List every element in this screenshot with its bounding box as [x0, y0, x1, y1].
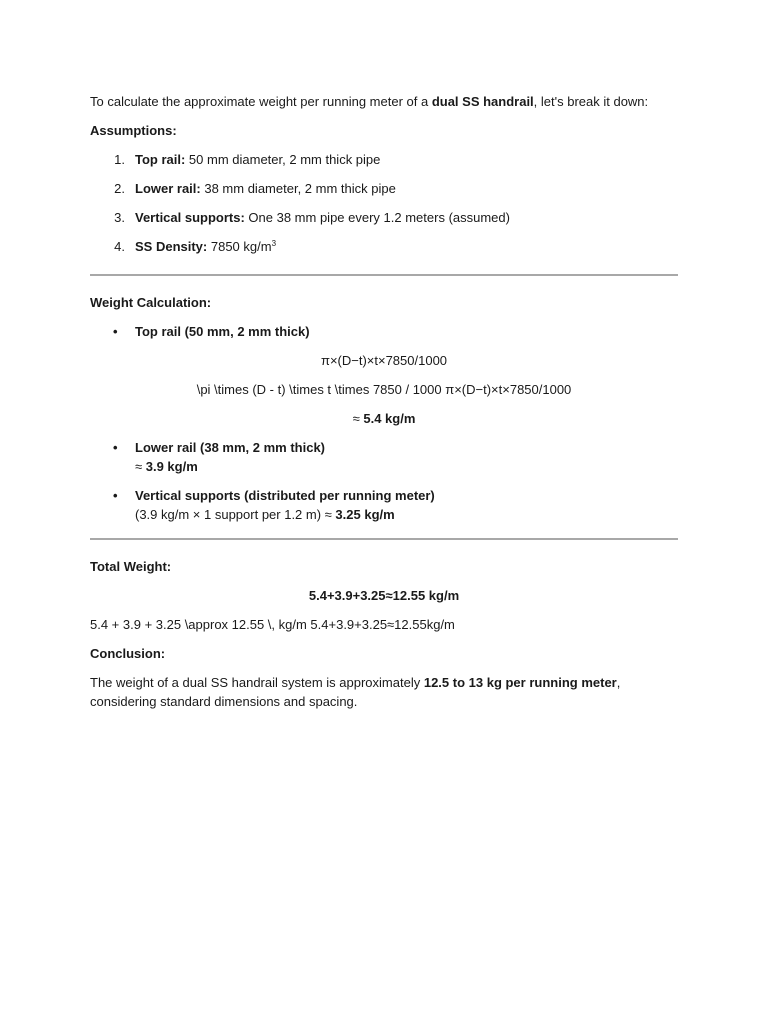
list-item: [90, 438, 678, 476]
lower-rail-label: Lower rail (38 mm, 2 mm thick): [135, 440, 326, 455]
list-item-text: One 38 mm pipe every 1.2 meters (assumed): [244, 210, 510, 225]
weight-calculation-heading: Weight Calculation:: [90, 295, 212, 310]
list-item: [90, 237, 678, 256]
top-rail-result-value: 5.4 kg/m: [363, 411, 416, 426]
list-item: [90, 486, 678, 524]
intro-paragraph: [90, 92, 678, 111]
conclusion-heading: Conclusion:: [90, 646, 166, 661]
list-item-text: 7850 kg/m: [207, 239, 272, 254]
calculation-list-continued: [90, 438, 678, 524]
bullet-icon: •: [113, 488, 118, 503]
list-number: 4.: [114, 239, 125, 254]
total-equation: [90, 586, 678, 605]
assumptions-heading: Assumptions:: [90, 123, 177, 138]
conclusion-text: The weight of a dual SS handrail system is approximately: [90, 675, 424, 690]
list-number: 2.: [114, 181, 125, 196]
total-equation-raw: 5.4 + 3.9 + 3.25 \approx 12.55 \, kg/m 5.4+3.9+3.25≈12.55kg/m: [90, 617, 455, 632]
intro-text: To calculate the approximate weight per running meter of a: [90, 94, 432, 109]
list-item-text: 38 mm diameter, 2 mm thick pipe: [200, 181, 396, 196]
lower-rail-result: 3.9 kg/m: [145, 459, 198, 474]
vertical-supports-detail: (3.9 kg/m × 1 support per 1.2 m) ≈: [135, 507, 336, 522]
divider: [90, 538, 678, 540]
vertical-supports-result: 3.25 kg/m: [335, 507, 395, 522]
divider: [90, 274, 678, 276]
list-item-label: Lower rail:: [135, 181, 201, 196]
list-item-label: Top rail:: [135, 152, 186, 167]
bullet-icon: •: [113, 324, 118, 339]
intro-bold: dual SS handrail: [431, 94, 534, 109]
list-item: [90, 208, 678, 227]
list-item: [90, 322, 678, 341]
list-item: [90, 150, 678, 169]
approx-sign: ≈: [135, 459, 146, 474]
list-item-label: SS Density:: [135, 239, 208, 254]
total-weight-heading: Total Weight:: [90, 559, 172, 574]
list-item-text: 50 mm diameter, 2 mm thick pipe: [185, 152, 381, 167]
total-equation-value: 5.4+3.9+3.25≈12.55 kg/m: [308, 588, 460, 603]
vertical-supports-label: Vertical supports (distributed per running meter): [135, 488, 435, 503]
top-rail-formula: π×(D−t)×t×7850/1000: [320, 353, 448, 368]
conclusion-bold: 12.5 to 13 kg per running meter: [423, 675, 617, 690]
conclusion-paragraph: [90, 673, 678, 711]
calculation-list: [90, 322, 678, 341]
bullet-icon: •: [113, 440, 118, 455]
top-rail-label: Top rail (50 mm, 2 mm thick): [135, 324, 310, 339]
list-number: 3.: [114, 210, 125, 225]
top-rail-formula-raw: \pi \times (D - t) \times t \times 7850 / 1000 π×(D−t)×t×7850/1000: [196, 382, 572, 397]
conclusion-text-end: , considering standard dimensions and spacing.: [90, 675, 621, 709]
list-item: [90, 179, 678, 198]
approx-sign: ≈: [352, 411, 364, 426]
top-rail-result: [90, 409, 678, 428]
list-number: 1.: [114, 152, 125, 167]
intro-text-end: , let's break it down:: [533, 94, 649, 109]
list-item-label: Vertical supports:: [135, 210, 245, 225]
assumptions-list: [90, 150, 678, 256]
superscript: 3: [271, 239, 277, 248]
